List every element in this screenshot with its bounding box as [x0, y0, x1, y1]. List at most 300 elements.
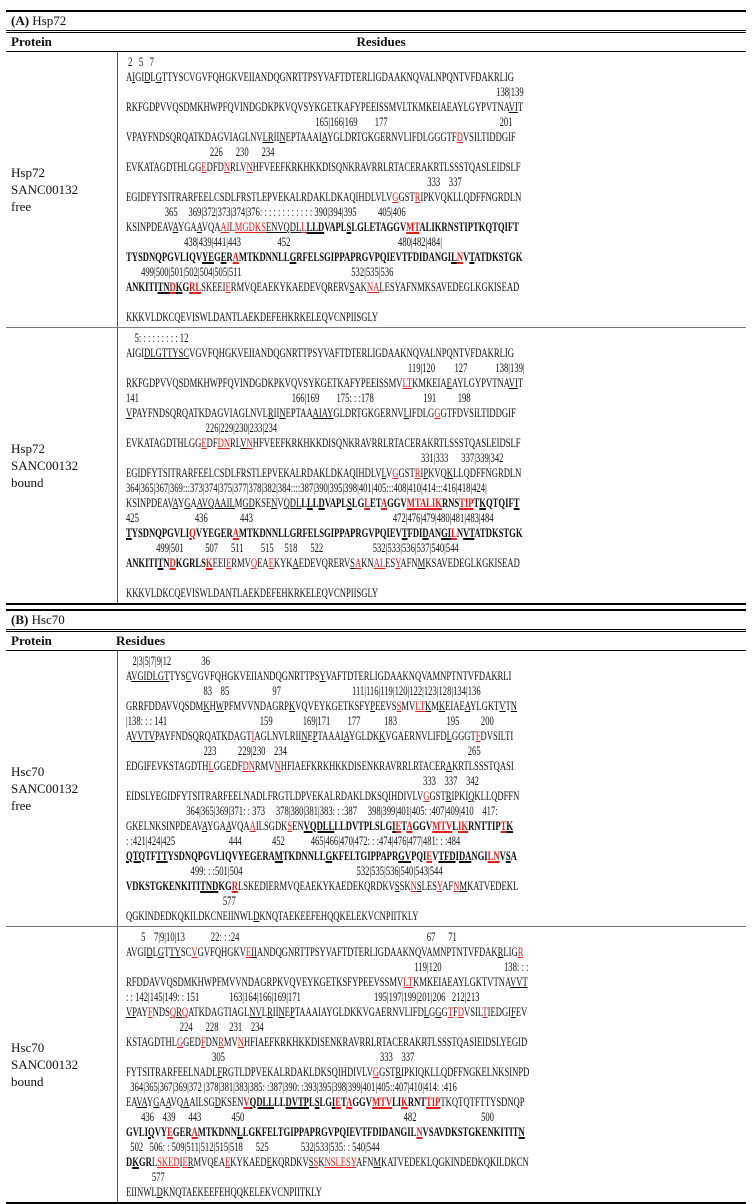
residue-segment: D — [156, 1185, 163, 1199]
residue-segment: M — [459, 879, 468, 893]
sequence-line — [126, 280, 742, 295]
residue-segment: V — [499, 849, 506, 863]
residue-segment: V — [432, 849, 439, 863]
residue-segment: G — [434, 406, 441, 420]
residue-segment: EA — [257, 556, 269, 570]
residue-segment: G — [184, 496, 191, 510]
residue-number-line: 119|120 127 138|139| — [126, 361, 525, 375]
residue-segment: A — [191, 1125, 198, 1139]
residue-segment: MT — [406, 220, 420, 234]
residue-segment: E — [446, 376, 452, 390]
residue-segment: LG — [351, 496, 365, 510]
residues-cell — [118, 651, 746, 926]
residue-segment: V — [191, 945, 198, 959]
residue-segment: E — [201, 160, 207, 174]
residue-segment: VQA — [201, 220, 221, 234]
residue-segment: II — [273, 406, 280, 420]
protein-name-line: Hsp72 — [11, 441, 45, 456]
residue-segment: S — [347, 496, 352, 510]
residue-segment: Y — [319, 669, 326, 683]
sequence-line — [126, 1185, 742, 1200]
residue-segment: FDI — [407, 526, 423, 540]
protein-cell — [6, 328, 118, 603]
residue-segment: MTV — [371, 1095, 393, 1109]
sequence-line — [126, 669, 742, 684]
residue-segment: EVKATAGDTHLGG — [126, 436, 202, 450]
residue-segment: EEI — [212, 556, 227, 570]
residue-segment: A — [343, 729, 350, 743]
table-section — [6, 609, 746, 1204]
residue-segment: T — [401, 526, 408, 540]
residue-segment: I — [455, 849, 459, 863]
residue-segment: I — [392, 819, 396, 833]
residue-segment: P — [289, 1005, 295, 1019]
residue-segment: MVQEA — [193, 1155, 226, 1169]
residue-segment: G — [325, 849, 333, 863]
sequence-line — [126, 160, 742, 175]
residue-segment: N — [271, 496, 278, 510]
table-row — [6, 328, 746, 605]
sequence-line — [126, 849, 742, 864]
sequence-line — [126, 759, 742, 774]
residue-segment: GTFDVSILTIDDGIF — [440, 406, 516, 420]
residue-segment: F — [147, 1005, 153, 1019]
residue-segment: LSKEDIERMVQEAEKYKAEDEKQRDKV — [237, 879, 395, 893]
residue-segment: KLLQDFFN — [474, 789, 520, 803]
residue-segment: L — [381, 466, 387, 480]
residue-segment: S — [350, 556, 355, 570]
residue-segment: AN — [428, 526, 442, 540]
residue-segment: N — [237, 1035, 244, 1049]
column-header-row — [6, 631, 746, 651]
residue-segment: KSAVEDEGLKGKISEAD — [425, 556, 520, 570]
residue-segment: YSDNQPGVLI — [131, 526, 190, 540]
residue-segment: ET — [370, 496, 381, 510]
sequence-line — [126, 130, 742, 145]
residue-segment: D — [253, 909, 260, 923]
residue-segment: GST — [379, 1065, 396, 1079]
residue-number-line: 119|120 138: : : — [126, 960, 529, 974]
residue-segment: A — [126, 70, 133, 84]
residue-segment: L — [364, 496, 371, 510]
residue-segment: K — [205, 556, 213, 570]
residue-segment: EIDSLYEGIDFYTSITRARFEELNADLFRGTLDPVEKALRDAKLDKSQIHDIVLV — [126, 789, 424, 803]
residue-segment: LESYAFNMKSAVEDEGLKGKISEAD — [379, 280, 520, 294]
residue-segment: S — [394, 879, 400, 893]
residue-segment: EGIDFYTSITRARFEELCSDLFRSTLEPVEKALRDAKLDKAQIHDLVLV — [126, 190, 393, 204]
residue-segment: G — [435, 1005, 442, 1019]
residue-segment: FYTSITRARFEELNADL — [126, 1065, 218, 1079]
residue-segment: VA — [136, 1095, 147, 1109]
residue-segment: VGVFQHGKVEIIANDQGNRTTPS — [191, 669, 320, 683]
residue-segment: ANKITI — [126, 556, 158, 570]
residue-segment: KKKVLDKCQEVISWLDANTLAEKDEFEHKRKELEQVCNPIISGLY — [126, 310, 379, 324]
residue-number-line: 364|365|367|369:::373|374|375|377|378|382|384::::387|390|395|398|401|405:::408|410|414:::416|418|424| — [126, 481, 487, 495]
residue-segment: G — [157, 945, 165, 959]
sequence-line — [126, 436, 742, 451]
residue-segment: K — [401, 1095, 408, 1109]
residue-segment: D — [456, 130, 463, 144]
residue-segment: A — [201, 819, 208, 833]
residue-number-line — [126, 295, 742, 310]
residue-segment: M — [431, 699, 439, 713]
column-header-row — [6, 32, 746, 52]
residue-segment: LL — [274, 1095, 286, 1109]
residue-segment: N — [246, 160, 253, 174]
sequence-line — [126, 220, 742, 235]
residue-number-line — [126, 571, 742, 586]
residue-segment: V — [499, 699, 506, 713]
residue-segment: D — [318, 496, 325, 510]
residue-segment: IPKVQKLLQDFFNGRDLN — [420, 190, 522, 204]
residue-segment: N — [278, 1005, 285, 1019]
residue-segment: N — [416, 1125, 423, 1139]
protein-name-line: SANC00132 — [11, 1057, 79, 1072]
residue-segment: VQ — [170, 1095, 184, 1109]
residue-number-line: 83 85 97 111|116|119|120|122|123|128|134|136 — [126, 684, 481, 698]
residue-segment: EA — [126, 1095, 137, 1109]
residue-segment: T — [341, 1095, 347, 1109]
residue-segment: DN — [217, 436, 231, 450]
residue-segment: GKELNKSINPDEAV — [126, 819, 202, 833]
residue-number-line: 502 506: : 509|511|512|515|518 525 532|533|535: : 540|544 — [126, 1140, 380, 1154]
residue-segment: L — [261, 1005, 267, 1019]
residue-segment: KMKEIAEAYLGKTVTNA — [412, 975, 511, 989]
table-row — [6, 651, 746, 927]
residue-segment: A — [464, 699, 471, 713]
residue-segment: E — [201, 436, 207, 450]
residue-segment: II — [251, 945, 257, 959]
residue-segment: L — [423, 1005, 430, 1019]
protein-name-line: free — [11, 798, 32, 813]
residue-segment: TIP — [426, 1095, 441, 1109]
residue-segment: A — [165, 1095, 171, 1109]
residue-segment: TND — [200, 879, 219, 893]
residue-number-line: 223 229|230 234 265 — [126, 744, 481, 758]
residue-segment: LLDVTPLSLG — [334, 819, 393, 833]
residue-segment: A — [126, 729, 132, 743]
residue-segment: VAPL — [324, 496, 348, 510]
residue-segment: K — [479, 496, 486, 510]
residue-segment: K — [438, 699, 446, 713]
residue-segment: LG — [319, 1095, 332, 1109]
residue-segment: T — [505, 699, 511, 713]
residue-segment: GST — [398, 190, 415, 204]
residue-segment: KATVEDEKLQGKINDEDKQKILDKCN — [380, 1155, 529, 1169]
residue-segment: VSAVDKSTGKENKITIT — [422, 1125, 519, 1139]
sequence-line — [126, 346, 742, 361]
residue-segment: ILSGDK — [255, 819, 288, 833]
residue-segment: IPKI — [451, 789, 469, 803]
section-name: Hsp72 — [32, 13, 67, 28]
residue-segment: KFELTGIPPAPR — [332, 849, 399, 863]
residue-number-line: 165|166|169 177 201 — [126, 115, 513, 129]
residue-segment: KSTAGDTHL — [126, 1035, 177, 1049]
residue-segment: DFD — [206, 160, 224, 174]
residue-segment: LGKFELTGIPPAPRGVPQIEVTFDIDANGIL — [242, 1125, 417, 1139]
residue-segment: Y — [436, 879, 443, 893]
sequence-line — [126, 466, 742, 481]
residue-segment: GGV — [387, 496, 407, 510]
residue-segment: YLGKT — [470, 699, 500, 713]
residue-segment: MV — [401, 699, 416, 713]
residue-sequence — [126, 331, 742, 601]
residue-segment: E — [335, 1095, 342, 1109]
residue-segment: KG — [218, 879, 232, 893]
residue-segment: F — [511, 1005, 516, 1019]
residue-segment: KATVEDEKL — [467, 879, 519, 893]
residue-segment: QDLL — [249, 1095, 275, 1109]
residue-segment: AFN — [400, 556, 418, 570]
sequence-line — [126, 789, 742, 804]
residue-segment: RMVQEAEKYKAEDEVQRERV — [230, 280, 350, 294]
residue-sequence — [126, 55, 742, 325]
residue-segment: VAFTDTERLIGDAAKNQVAMNPTNTVFDAKRLI — [325, 669, 512, 683]
sequence-line — [126, 819, 742, 834]
residue-segment: N — [274, 759, 281, 773]
residue-number-line: 436 439 443 450 482 500 — [126, 1110, 494, 1124]
residue-segment: A — [172, 220, 178, 234]
protein-name-line: free — [11, 199, 32, 214]
residue-number-line: 305 333 337 — [126, 1050, 415, 1064]
residue-segment: KMKEIA — [412, 376, 447, 390]
residue-segment: Y — [146, 1095, 154, 1109]
residue-number-line: 141 166|169 175: : :178 191 198 — [126, 391, 471, 405]
residue-segment: A — [249, 819, 256, 833]
residue-segment: VQDLL — [303, 819, 335, 833]
residue-segment: T — [517, 376, 524, 390]
residue-segment: GR — [138, 1155, 152, 1169]
residue-segment: ENVQDL — [265, 220, 302, 234]
residue-segment: SC — [180, 945, 192, 959]
residue-segment: G — [372, 1065, 380, 1079]
residues-cell — [118, 328, 746, 603]
residue-segment: TY — [169, 945, 181, 959]
residue-segment: EPTAAAI — [285, 130, 322, 144]
residue-segment: K — [506, 819, 514, 833]
residue-segment: T — [473, 496, 480, 510]
residue-segment: GV — [398, 849, 412, 863]
residue-segment: G — [289, 250, 297, 264]
residue-segment: G — [153, 1095, 160, 1109]
residue-segment: S — [346, 220, 352, 234]
residue-segment: MTKDNNLLGRFELSGIPPAPRGVPQIEV — [238, 526, 402, 540]
residue-number-line: 5 7|9|10|13 22: : :24 67 71 — [126, 930, 457, 944]
residue-segment: EV — [515, 1005, 528, 1019]
residue-segment: S — [349, 280, 355, 294]
protein-name-line: SANC00132 — [11, 182, 79, 197]
residue-segment: L — [229, 220, 235, 234]
residue-segment: VDKSTGKENKITI — [126, 879, 201, 893]
residue-segment: GST — [429, 789, 446, 803]
residue-segment: KNQTAEKEEFEHQQKELEKVCNPIITKLY — [259, 909, 419, 923]
residue-segment: AYLGYPVTNA — [451, 376, 509, 390]
residue-segment: VGAERNVLIFD — [385, 729, 447, 743]
residue-segment: K — [446, 466, 454, 480]
residue-segment: YGLDRTGKGERNVLIFDLGGGTF — [327, 130, 457, 144]
residue-segment: DA — [458, 849, 472, 863]
residue-segment: YGLDK — [349, 729, 380, 743]
residue-segment: T — [517, 100, 524, 114]
residue-segment: TTYSCVGVFQHGKVEIIANDQGNRTTPSYVAFTDTERLIGDAAKNQVALNPQNTVFDAKRLIG — [161, 70, 514, 84]
residue-segment: A — [232, 526, 239, 540]
residue-segment: TKDNNLL — [282, 849, 326, 863]
residue-segment: A — [354, 556, 362, 570]
residue-segment: KYKAED — [230, 1155, 267, 1169]
residue-segment: F — [200, 1035, 206, 1049]
residue-segment: A — [445, 759, 453, 773]
sequence-line — [126, 70, 742, 85]
residue-segment: A — [380, 496, 388, 510]
residue-segment: L — [151, 1155, 158, 1169]
residue-number-line: 364|365|369|371: : 373 378|380|381|383: : :387 398|399|401|405: :407|409|410 417: — [126, 804, 498, 818]
residue-segment: VY — [154, 1125, 168, 1139]
residue-segment: A — [225, 819, 231, 833]
residue-segment: MTKDNN — [197, 1125, 237, 1139]
residue-segment: KGRLS — [175, 556, 206, 570]
residue-segment: KYK — [273, 556, 293, 570]
residue-segment: S — [396, 699, 402, 713]
residue-segment: E — [307, 729, 313, 743]
residue-segment: GGGT — [451, 729, 476, 743]
residue-segment: GED — [183, 1035, 201, 1049]
residue-segment: IEDGI — [487, 1005, 512, 1019]
residue-segment: RNTTIP — [468, 819, 501, 833]
residue-segment: K — [175, 280, 183, 294]
residue-segment: LT — [402, 376, 413, 390]
residue-segment: A — [346, 1095, 353, 1109]
residue-segment: GVFQHGKV — [197, 945, 246, 959]
residue-segment: L — [301, 220, 307, 234]
residue-segment: TYS — [169, 669, 186, 683]
residue-segment: VGIDLGT — [131, 669, 170, 683]
residue-segment: W — [215, 699, 224, 713]
residue-segment: C — [185, 669, 192, 683]
protein-name-line: SANC00132 — [11, 458, 79, 473]
residue-segment: AK — [354, 280, 367, 294]
residue-segment: MTV — [432, 819, 453, 833]
residue-segment: T — [469, 250, 475, 264]
residue-segment: SKED — [157, 1155, 180, 1169]
residue-segment: GI — [135, 70, 145, 84]
residue-segment: A — [406, 819, 413, 833]
residue-segment: L — [340, 220, 347, 234]
residue-segment: K — [203, 699, 210, 713]
residue-segment: P — [370, 699, 376, 713]
residue-segment: RKFGDPVVQSDMKHWPFQVINDGDKPKVQVSYKGETKAFYPEEISSMVLTKMKEIAEAYLGYPVTNA — [126, 100, 509, 114]
residue-segment: L — [307, 496, 313, 510]
residue-sequence — [126, 930, 742, 1200]
residue-segment: K — [288, 699, 296, 713]
residue-segment: RNS — [441, 496, 460, 510]
residue-segment: HFVEEFKRKHKKDISQNKRAVRRLRTACERAKRTLSSSTQASLEIDSLF — [252, 436, 521, 450]
residue-number-line: 577 — [126, 1170, 165, 1184]
residue-segment: S — [287, 819, 293, 833]
residue-segment: VT — [463, 526, 475, 540]
residue-segment: AI — [220, 220, 230, 234]
residue-segment: AY — [136, 1005, 148, 1019]
column-header-protein: Protein — [11, 633, 52, 648]
residue-segment: AVQAAIL — [196, 496, 235, 510]
residue-segment: D — [146, 945, 153, 959]
residue-segment: GER — [172, 1125, 192, 1139]
residue-segment: N — [510, 699, 518, 713]
section-name: Hsc70 — [31, 612, 65, 627]
sequence-line — [126, 1125, 742, 1140]
residue-segment: IPKIQKLLQDFFNGKELNKSINPD — [401, 1065, 530, 1079]
residue-segment: EGIDFYTSITRARFEELCSDLFRSTLEPVEKALRDAKLDKAQIHDLV — [126, 466, 382, 480]
residue-segment: GVLI — [126, 1125, 149, 1139]
residue-segment: T — [126, 526, 132, 540]
residue-number-line: 2|3|5|7|9|12 36 — [126, 654, 210, 668]
residue-segment: LLQDFFNGRDLN — [453, 466, 522, 480]
protein-name — [11, 1039, 78, 1090]
residue-segment: RMV — [254, 759, 275, 773]
residue-segment: V — [277, 496, 284, 510]
residue-segment: T — [500, 819, 507, 833]
sequence-line — [126, 879, 742, 894]
residue-segment: AF — [442, 879, 454, 893]
residue-segment: TYSDNQPGVLIQV — [126, 250, 203, 264]
residue-segment: E — [266, 1155, 272, 1169]
residue-segment: M — [417, 556, 426, 570]
residue-number-line: : : 142|145|149: : 151 163|164|166|169|171 195|197|199|201|206 212|213 — [126, 990, 480, 1004]
sequence-line — [126, 975, 742, 990]
residue-segment: GST — [398, 466, 415, 480]
residue-segment: ANKITI — [126, 280, 158, 294]
residue-segment: K — [435, 496, 442, 510]
residue-segment: S — [505, 849, 511, 863]
residue-segment: KVQ — [428, 466, 447, 480]
residue-segment: RFELSGIPPAPRGVPQIEVTFDIDANGI — [296, 250, 452, 264]
residue-segment: KN — [361, 556, 374, 570]
residue-segment: L — [452, 819, 459, 833]
section-title — [6, 609, 746, 630]
residue-segment: A — [292, 556, 299, 570]
residue-segment: T — [447, 1005, 453, 1019]
sequence-line — [126, 1095, 742, 1110]
residue-segment: L — [150, 70, 156, 84]
residue-segment: S — [308, 1155, 314, 1169]
protein-cell — [6, 52, 118, 327]
table-row — [6, 52, 746, 328]
residue-number-line: 499|501 507 511 515 518 522 532|533|536|537|540|544 — [126, 541, 459, 555]
residue-segment: TIP — [459, 496, 474, 510]
residue-segment: Q — [250, 556, 258, 570]
residue-segment: KSE — [254, 496, 272, 510]
residue-segment: RGTLDPVEKALRDAKLDKSQIHDIVLV — [222, 1065, 373, 1079]
residue-segment: N — [223, 160, 231, 174]
residue-segment: LIG — [503, 945, 518, 959]
residue-segment: LLD — [306, 220, 325, 234]
residue-segment: F — [217, 1065, 223, 1079]
residue-segment: GI — [441, 526, 452, 540]
residue-segment: A — [159, 1095, 166, 1109]
residue-segment: G — [214, 250, 221, 264]
section-title — [6, 10, 746, 31]
residue-segment: A — [126, 669, 132, 683]
column-header-residues: Residues — [116, 633, 166, 648]
residue-segment: D — [169, 556, 176, 570]
residue-segment: KSEN — [220, 1095, 244, 1109]
residue-segment: II — [273, 130, 280, 144]
residue-segment: A — [196, 220, 202, 234]
residue-segment: AIAY — [312, 406, 334, 420]
residue-segment: VQA — [230, 819, 250, 833]
residue-segment: L — [451, 526, 457, 540]
residue-segment: L — [446, 729, 452, 743]
protein-name — [11, 164, 78, 215]
